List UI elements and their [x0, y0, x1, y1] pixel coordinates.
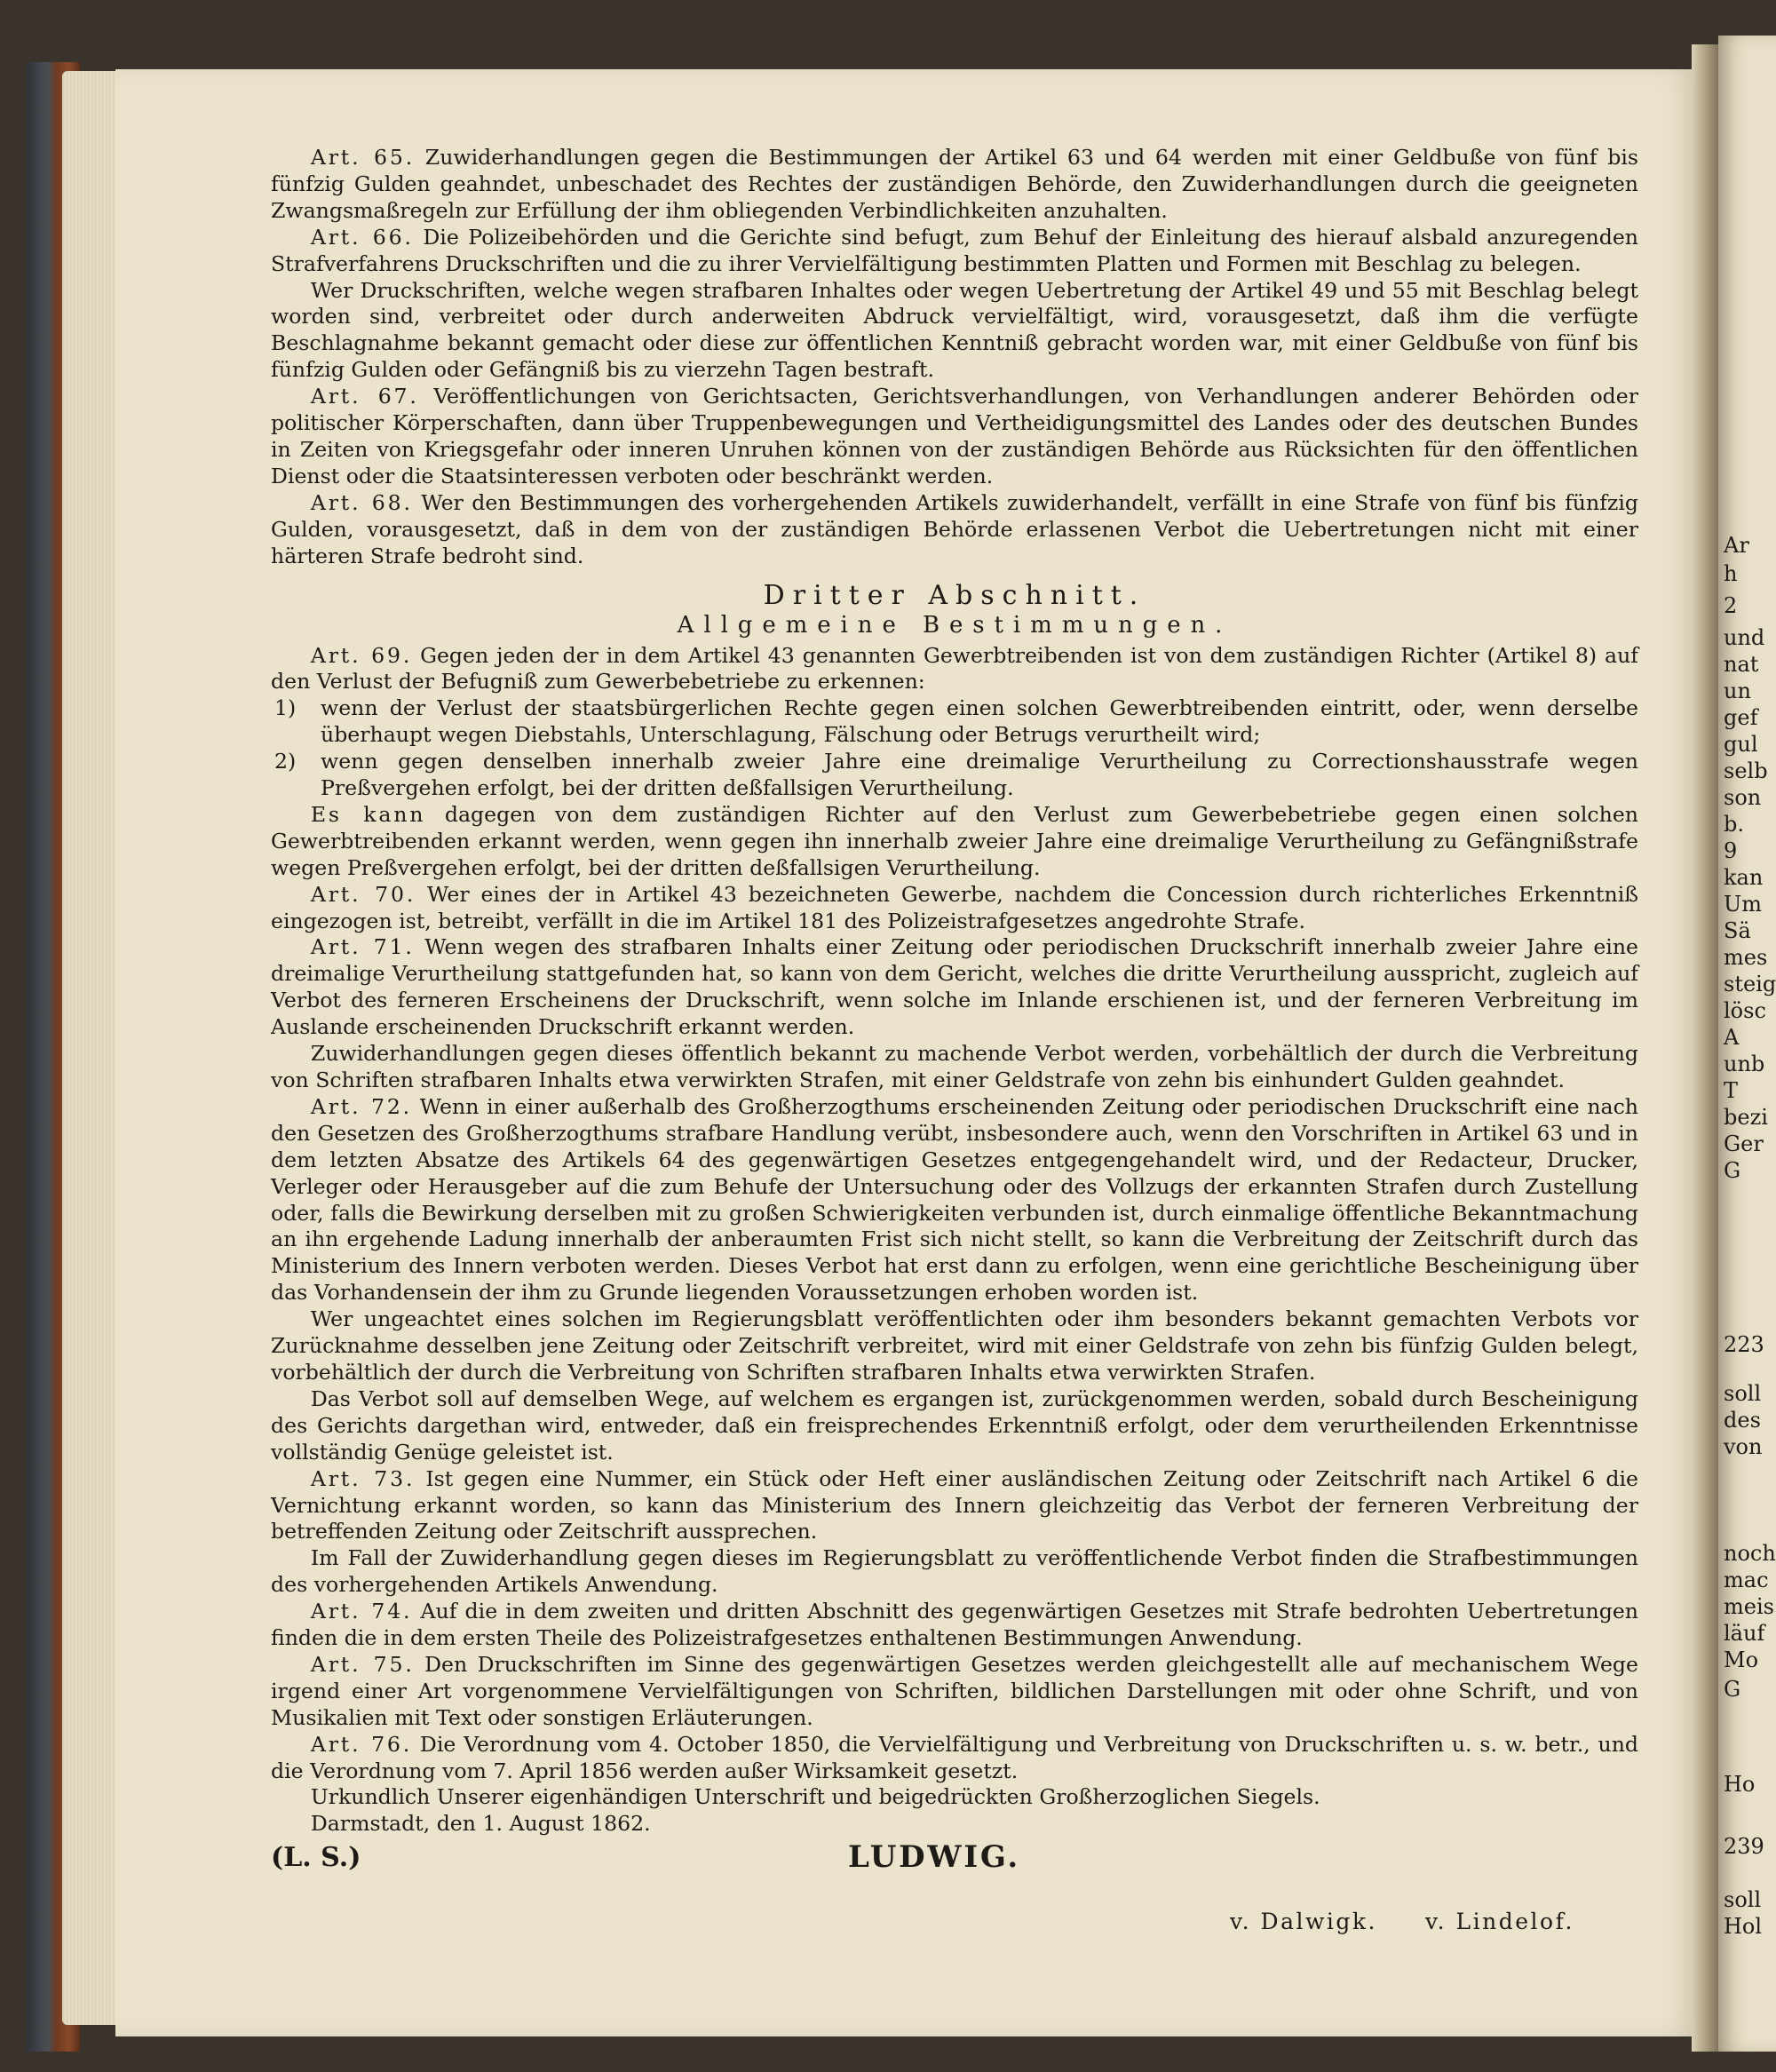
article-label: Art. 65. [310, 145, 416, 170]
item-text: wenn der Verlust der staatsbürgerlichen Rechte gegen einen solchen Gewerbtreibenden eintritt, oder, wenn derselbe überhaupt wegen Diebstahls, Unterschlagung, Fälschung oder Betrugs verurtheilt wird; [321, 695, 1638, 748]
article-text: Auf die in dem zweiten und dritten Abschnitt des gegenwärtigen Gesetzes mit Strafe bedrohten Uebertretungen finden die in dem ersten Theile des Polizeistrafgesetzes enthaltenen Bestimmungen Anwendung. [271, 1599, 1639, 1651]
article-label: Art. 68. [310, 489, 413, 515]
fragment: selb [1724, 758, 1768, 783]
fragment: lösc [1724, 998, 1766, 1023]
item-number: 2) [274, 749, 297, 774]
section-heading [271, 581, 1638, 639]
fragment: unb [1724, 1052, 1765, 1076]
article-label: Art. 73. [310, 1465, 416, 1491]
article-label: Art. 75. [310, 1651, 415, 1677]
fragment: gef [1724, 705, 1758, 730]
fragment: h [1724, 561, 1738, 586]
minister-signature: v. Dalwigk. [1230, 1909, 1377, 1935]
article-label: Art. 66. [310, 224, 414, 250]
fragment: Ho [1724, 1772, 1756, 1797]
fragment: Hol [1724, 1914, 1763, 1939]
fragment: un [1724, 679, 1751, 703]
article-text: Wenn wegen des strafbaren Inhalts einer Zeitung oder periodischen Druckschrift innerhalb zweier Jahre eine dreimalige Verurtheilung stattgefunden hat, so kann von dem Gericht, welches die dritte Verurtheilung ausspricht, zugleich auf Verbot des ferneren Erscheinens der Druckschrift, wenn solche im Inlande erschienen ist, und der ferneren Verbreitung im Auslande erscheinenden Druckschrift erkannt werden. [271, 934, 1638, 1040]
sovereign-signature: LUDWIG. [848, 1839, 1020, 1876]
article-label: Art. 72. [310, 1093, 413, 1119]
article-label: Art. 76. [310, 1731, 413, 1757]
fragment: G [1724, 1158, 1741, 1183]
article-76 [271, 1732, 1638, 1785]
place-date: Darmstadt, den 1. August 1862. [310, 1811, 651, 1837]
article-66 [271, 225, 1638, 278]
fragment: und [1724, 625, 1765, 650]
list-item [274, 695, 1638, 749]
paragraph-text: dagegen von dem zuständigen Richter auf den Verlust zum Gewerbebetriebe gegen einen solchen Gewerbtreibenden erkannt werden, wenn gegen ihn innerhalb zweier Jahre eine dreimalige Verurtheilung zu Gefängnißstrafe wegen Preßvergehen erfolgt, bei der dritten deßfallsigen Verurtheilung. [271, 801, 1638, 880]
closing-formula: Urkundlich Unserer eigenhändigen Unterschrift und beigedrückten Großherzoglichen Siegels. [310, 1784, 1320, 1810]
fragment: läuf [1724, 1621, 1765, 1646]
article-65 [271, 145, 1638, 225]
article-label: Art. 69. [310, 642, 413, 668]
article-71 [271, 934, 1638, 1041]
section-title: Dritter Abschnitt. [763, 579, 1146, 611]
fragment: soll [1724, 1887, 1762, 1912]
paragraph: Das Verbot soll auf demselben Wege, auf welchem es ergangen ist, zurückgenommen werden, sobald durch Bescheinigung des Gerichts dargethan wird, entweder, daß ein freisprechendes Erkenntniß erfolgt, oder dem verurtheilenden Erkenntnisse vollständig Genüge geleistet ist. [271, 1385, 1638, 1465]
article-text: Wer den Bestimmungen des vorhergehenden Artikels zuwiderhandelt, verfällt in eine Strafe von fünf bis fünfzig Gulden, vorausgesetzt, daß in dem von der zuständigen Behörde erlassenen Verbot die Uebertretungen nicht mit einer härteren Strafe bedroht sind. [271, 489, 1639, 568]
fragment: des [1724, 1408, 1761, 1433]
paragraph: Zuwiderhandlungen gegen dieses öffentlich bekannt zu machende Verbot werden, vorbehältlich der durch die Verbreitung von Schriften strafbaren Inhalts etwa verwirkten Strafen, mit einer Geldstrafe von zehn bis einhundert Gulden geahndet. [271, 1041, 1638, 1092]
article-69 [271, 643, 1638, 696]
fragment: 223 [1724, 1332, 1764, 1357]
article-75 [271, 1652, 1638, 1732]
article-label: Art. 74. [310, 1599, 413, 1624]
article-68 [271, 490, 1638, 570]
list-item [274, 749, 1638, 802]
fragment: mes [1724, 945, 1768, 970]
fragment: Mo [1724, 1647, 1759, 1672]
article-text: Zuwiderhandlungen gegen die Bestimmungen der Artikel 63 und 64 werden mit einer Geldbuße von fünf bis fünfzig Gulden geahndet, unbeschadet des Rechtes der zuständigen Behörde, den Zuwiderhandlungen durch die geeigneten Zwangsmaßregeln zur Erfüllung der ihm obliegenden Verbindlichkeiten anzuhalten. [271, 145, 1638, 223]
fragment: meis [1724, 1594, 1774, 1619]
paragraph-lead: Es kann [310, 801, 426, 827]
fragment: kan [1724, 865, 1764, 890]
article-label: Art. 67. [310, 384, 419, 409]
article-text: Die Verordnung vom 4. October 1850, die Vervielfältigung und Verbreitung von Druckschriften u. s. w. betr., und die Verordnung vom 7. April 1856 werden außer Wirksamkeit gesetzt. [271, 1731, 1638, 1783]
article-73 [271, 1466, 1638, 1546]
fragment: G [1724, 1677, 1741, 1702]
fragment: steig [1724, 972, 1776, 996]
fragment: Ar [1724, 533, 1749, 558]
fragment: A [1724, 1025, 1740, 1050]
fragment: von [1724, 1434, 1763, 1459]
article-69-list [271, 695, 1638, 802]
article-72 [271, 1094, 1638, 1306]
paragraph: Im Fall der Zuwiderhandlung gegen dieses im Regierungsblatt zu veröffentlichende Verbot finden die Strafbestimmungen des vorhergehenden Artikels Anwendung. [271, 1545, 1638, 1598]
paragraph: Wer Druckschriften, welche wegen strafbaren Inhaltes oder wegen Uebertretung der Artikel 49 und 55 mit Beschlag belegt worden sind, verbreitet oder durch anderweiten Abdruck vervielfältigt, wird, vorausgesetzt, daß ihm die verfügte Beschlagnahme bekannt gemacht oder diese zur öffentlichen Kenntniß gebracht worden war, mit einer Geldbuße von fünf bis fünfzig Gulden oder Gefängniß bis zu vierzehn Tagen bestraft. [271, 277, 1638, 383]
fragment: Ger [1724, 1131, 1764, 1156]
article-67 [271, 384, 1638, 490]
minister-signature: v. Lindelof. [1425, 1909, 1574, 1935]
article-label: Art. 71. [310, 934, 415, 960]
article-text: Veröffentlichungen von Gerichtsacten, Gerichtsverhandlungen, von Verhandlungen anderer Behörden oder politischer Körperschaften, dann über Truppenbewegungen und Vertheidigungsmittel des Landes oder des deutschen Bundes in Zeiten von Kriegsgefahr oder inneren Unruhen können von der zuständigen Behörde aus Rücksichten für den öffentlichen Dienst oder die Staatsinteressen verboten oder beschränkt werden. [271, 384, 1639, 488]
law-text [271, 145, 1638, 1951]
article-text: Ist gegen eine Nummer, ein Stück oder Heft einer ausländischen Zeitung oder Zeitschrift nach Artikel 6 die Vernichtung erkannt worden, so kann das Ministerium des Innern gleichzeitig das Verbot der ferneren Verbreitung der betreffenden Zeitung oder Zeitschrift aussprechen. [271, 1465, 1638, 1544]
article-70 [271, 882, 1638, 935]
fragment: son [1724, 785, 1762, 810]
fragment: nat [1724, 652, 1759, 677]
article-74 [271, 1599, 1638, 1652]
fragment: bezi [1724, 1105, 1768, 1130]
article-label: Art. 70. [310, 881, 416, 907]
fragment: 9 [1724, 838, 1738, 863]
paragraph [271, 802, 1638, 882]
article-text: Die Polizeibehörden und die Gerichte sind befugt, zum Behuf der Einleitung des hierauf alsbald anzuregenden Strafverfahrens Druckschriften und die zu ihrer Vervielfältigung bestimmten Platten und Formen mit Beschlag zu belegen. [271, 224, 1638, 276]
fragment: noch [1724, 1541, 1776, 1566]
section-subtitle: Allgemeine Bestimmungen. [677, 611, 1233, 639]
seal-mark: (L. S.) [271, 1842, 361, 1874]
paragraph: Wer ungeachtet eines solchen im Regierungsblatt veröffentlichten oder ihm besonders bekannt gemachten Verbots vor Zurücknahme desselben jene Zeitung oder Zeitschrift verbreitet, wird mit einer Geldstrafe von zehn bis fünfzig Gulden belegt, vorbehältlich der durch die Verbreitung von Schriften strafbaren Inhalts etwa verwirkten Strafen. [271, 1306, 1638, 1385]
fragment: Sä [1724, 918, 1751, 943]
fragment: 239 [1724, 1834, 1764, 1859]
article-text: Den Druckschriften im Sinne des gegenwärtigen Gesetzes werden gleichgestellt alle auf mechanischem Wege irgend einer Art vorgenommene Vervielfältigungen von Schriften, bildlichen Darstellungen mit oder ohne Schrift, und von Musikalien mit Text oder sonstigen Erläuterungen. [271, 1651, 1638, 1730]
fragment: Um [1724, 892, 1762, 917]
article-text: Gegen jeden der in dem Artikel 43 genannten Gewerbtreibenden ist von dem zuständigen Richter (Artikel 8) auf den Verlust der Befugniß zum Gewerbebetriebe zu erkennen: [271, 642, 1638, 695]
signature-block [271, 1839, 1638, 1951]
article-text: Wenn in einer außerhalb des Großherzogthums erscheinenden Zeitung oder periodischen Druckschrift eine nach den Gesetzen des Großherzogthums strafbare Handlung verübt, insbesondere auch, wenn den Vorschriften in Artikel 63 und in dem letzten Absatze des Artikels 64 des gegenwärtigen Gesetzes entgegengehandelt wird, und der Redacteur, Drucker, Verleger oder Herausgeber auf die zum Behufe der Untersuchung oder des Vollzugs der erkannten Strafen durch Zustellung oder, falls die Bewirkung derselben mit zu großen Schwierigkeiten verbunden ist, durch einmalige öffentliche Bekanntmachung an ihn ergehende Ladung innerhalb der anberaumten Frist sich nicht stellt, so kann die Verbreitung der Zeitschrift durch das Ministerium des Innern verboten werden. Dieses Verbot hat erst dann zu erfolgen, wenn eine gerichtliche Bescheinigung über das Vorhandensein der ihm zu Grunde liegenden Voraussetzungen erhoben worden ist. [271, 1093, 1638, 1306]
right-page [1718, 36, 1776, 2052]
fragment: gul [1724, 732, 1758, 757]
fragment: mac [1724, 1568, 1769, 1592]
fragment: soll [1724, 1381, 1762, 1406]
fragment: b. [1724, 812, 1744, 837]
item-number: 1) [274, 695, 297, 721]
item-text: wenn gegen denselben innerhalb zweier Jahre eine dreimalige Verurtheilung zu Correctionshausstrafe wegen Preßvergehen erfolgt, bei der dritten deßfallsigen Verurtheilung. [321, 749, 1638, 801]
fragment: T [1724, 1078, 1739, 1103]
fragment: 2 [1724, 593, 1738, 618]
article-text: Wer eines der in Artikel 43 bezeichneten Gewerbe, nachdem die Concession durch richterliches Erkenntniß eingezogen ist, betreibt, verfällt in die im Artikel 181 des Polizeistrafgesetzes angedrohte Strafe. [271, 881, 1639, 933]
